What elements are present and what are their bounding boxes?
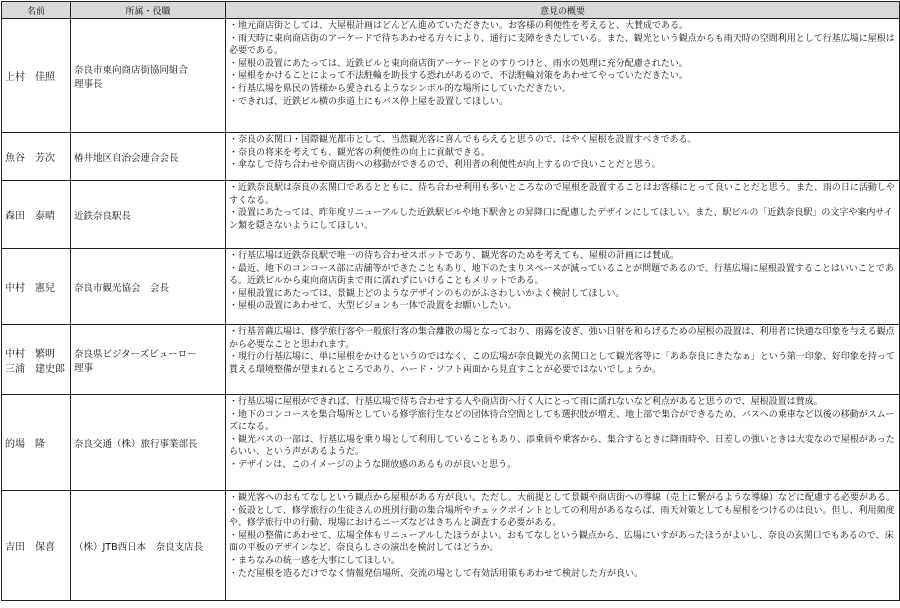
header-row xyxy=(2,2,900,19)
table-row xyxy=(2,491,900,601)
opinion-bullet: ・近鉄奈良駅は奈良の玄関口であるとともに、待ち合わせ利用も多いところなので屋根を設置することはお客様にとって良いことだと思う。また、雨の日に活動しやすくなる。 xyxy=(229,183,895,206)
name-text: 森田 泰晴 xyxy=(5,211,55,222)
opinion-summary xyxy=(226,395,900,491)
table-row xyxy=(2,181,900,249)
person-name xyxy=(2,181,71,249)
opinion-bullet: ・観光客へのおもてなしという観点から屋根がある方が良い。ただし、大前提として景観や商店街への導線（売上に繋がるような導線）などに配慮する必要がある。 xyxy=(229,493,896,503)
person-name xyxy=(2,325,71,395)
name-text: 中村 繁明 xyxy=(5,348,55,360)
person-name xyxy=(2,491,71,601)
opinion-bullet: ・現行の行基広場に、単に屋根をかけるというのではなく、この広場が奈良観光の玄関口として観光客等に「ああ奈良にきたなぁ」という第一印象、好印象を持って貰える環境整備が望まれるところであり、ハード・ソフト両面から見直すことが必要ではないでしょうか。 xyxy=(229,352,895,375)
role-text: 理事長 xyxy=(74,78,103,90)
role-text: 理事 xyxy=(74,362,94,374)
header-name: 名前 xyxy=(2,2,71,19)
opinion-bullet: ・仮設として、修学旅行の生徒さんの班別行動の集合場所やチェックポイントとしての利用があるならば、雨天対策としても屋根をつけるのは良い。但し、利用頻度や、修学旅行中の行動、現場におけるニーズなどはきちんと調査する必要がある。 xyxy=(229,505,895,529)
header-role: 所属・役職 xyxy=(71,2,226,19)
affiliation-title xyxy=(71,133,226,181)
opinion-bullet: ・観光バスの一部は、行基広場を乗り場として利用していることもあり、添乗員や乗客から、集合するときに降雨時や、日差しの強いときは大変なので屋根があったらいい、という声があるようだ。 xyxy=(229,434,895,458)
opinion-bullet: ・地下のコンコースを集合場所としている修学旅行生などの団体待合空間としても選択肢が増え、地上部で集合ができるため、バスへの乗車など以後の移動がスムーズになる。 xyxy=(229,409,895,433)
affiliation-title xyxy=(71,325,226,395)
table-row xyxy=(2,19,900,133)
person-name xyxy=(2,395,71,491)
opinion-summary xyxy=(226,491,900,601)
opinion-bullet: ・屋根の整備にあわせて、広場全体もリニューアルしたほうがよい。おもてなしという観点から、広場にいすがあったほうがよいし、奈良の玄関口でもあるので、床面の平板のデザインなど、奈良らしさの演出を検討してはどうか。 xyxy=(229,530,894,554)
opinion-bullet: ・行基菩薩広場は、修学旅行客や一般旅行客の集合離散の場となっており、雨露を凌ぎ、強い日射を和らげるための屋根の設置は、利用者に快適な印象を与える観点から必要なことと思われます。 xyxy=(229,327,895,350)
affiliation-title xyxy=(71,395,226,491)
name-text: 吉田 保喜 xyxy=(5,542,55,553)
opinion-bullet: ・できれば、近鉄ビル横の歩道上にもバス停上屋を設置してほしい。 xyxy=(229,96,509,107)
role-text: （株）JTB西日本 奈良支店長 xyxy=(74,541,204,553)
opinion-summary xyxy=(226,249,900,325)
opinion-bullet: ・屋根の設置にあたっては、近鉄ビルと東向商店街アーケードとのすりつけと、雨水の処理に充分配慮されたい。 xyxy=(229,58,688,69)
table-row xyxy=(2,249,900,325)
header-opinion: 意見の概要 xyxy=(226,2,900,19)
name-text: 魚谷 芳次 xyxy=(5,153,55,164)
table-row xyxy=(2,133,900,181)
table-row xyxy=(2,395,900,491)
opinion-summary xyxy=(226,133,900,181)
affiliation-title xyxy=(71,491,226,601)
name-text: 上村 佳照 xyxy=(5,72,55,83)
affiliation-title xyxy=(71,19,226,133)
role-text: 奈良県ビジターズビューロー xyxy=(74,348,197,360)
person-name xyxy=(2,249,71,325)
name-text: 的場 隆 xyxy=(5,439,45,450)
opinion-bullet: ・行基広場は近鉄奈良駅で唯一の待ち合わせスポットであり、観光客のためを考えても、屋根の計画には賛成。 xyxy=(229,251,680,261)
role-text: 奈良市東向商店街協同組合 xyxy=(74,64,189,76)
opinion-bullet: ・デザインは、このイメージのような開放感のあるものが良いと思う。 xyxy=(229,459,517,470)
name-text: 三浦 建史郎 xyxy=(5,363,65,375)
opinion-bullet: ・設置にあたっては、昨年度リニューアルした近鉄駅ビルや地下駅舎との昇降口に配慮したデザインにしてほしい。また、駅ビルの「近鉄奈良駅」の文字や案内サイン類を隠さないようにしてほしい。 xyxy=(229,208,893,231)
role-text: 奈良市観光協会 会長 xyxy=(74,282,170,294)
opinion-summary xyxy=(226,325,900,395)
role-text: 奈良交通（株）旅行事業部長 xyxy=(74,438,198,450)
opinion-bullet: ・奈良の将来を考えても、観光客の利便性の向上に貢献できる。 xyxy=(229,147,491,158)
opinion-bullet: ・地元商店街としては、大屋根計画はどんどん進めていただきたい。お客様の利便性を考えると、大賛成である。 xyxy=(229,21,689,31)
affiliation-title xyxy=(71,249,226,325)
opinion-summary xyxy=(226,181,900,249)
role-text: 椿井地区自治会連合会長 xyxy=(74,152,179,164)
opinion-table xyxy=(1,1,900,601)
opinion-bullet: ・雨天時に東向商店街のアーケードで待ちあわせる方々により、通行に支障をきたしている。また、観光という観点からも雨天時の空間利用として行基広場に屋根は必要である。 xyxy=(229,33,895,57)
opinion-bullet: ・行基広場を県民の皆様から愛されるようなシンボル的な場所にしていただきたい。 xyxy=(229,83,571,94)
opinion-bullet: ・ただ屋根を造るだけでなく情報発信場所、交流の場として有効活用策もあわせて検討した方が良い。 xyxy=(229,568,644,579)
name-text: 中村 憲兒 xyxy=(5,283,55,294)
affiliation-title xyxy=(71,181,226,249)
opinion-bullet: ・傘なしで待ち合わせや商店街への移動ができるので、利用者の利便性が向上するので良いことだと思う。 xyxy=(229,160,661,171)
opinion-summary xyxy=(226,19,900,133)
opinion-bullet: ・最近、地下のコンコース部に店舗等ができたこともあり、地下のたまりスペースが減っていることが問題であるので、行基広場に屋根設置することはいいことである。近鉄ビルから東向商店街まで雨に濡れずにいけることもメリットである。 xyxy=(229,263,894,287)
opinion-bullet: ・まちなみの統一感を大事にしてほしい。 xyxy=(229,555,401,566)
opinion-bullet: ・行基広場に屋根ができれば、行基広場で待ち合わせする人や商店街へ行く人にとって雨に濡れないなど利点があると思うので、屋根設置は賛成。 xyxy=(229,397,823,407)
opinion-bullet: ・奈良の玄関口・国際観光都市として、当然観光客に喜んでもらえると思うので、はやく屋根を設置すべきである。 xyxy=(229,135,697,145)
person-name xyxy=(2,133,71,181)
opinion-bullet: ・屋根の設置にあわせて、大型ビジョンも一体で設置をお願いしたい。 xyxy=(229,301,517,312)
role-text: 近鉄奈良駅長 xyxy=(74,210,132,222)
table-row xyxy=(2,325,900,395)
person-name xyxy=(2,19,71,133)
opinion-bullet: ・屋根をかけることによって不法駐輪を助長する恐れがあるので、不法駐輪対策をあわせてやっていただきたい。 xyxy=(229,71,688,82)
opinion-bullet: ・屋根設置にあたっては、景観上どのようなデザインのものがふさわしいかよく検討してほしい。 xyxy=(229,288,625,299)
